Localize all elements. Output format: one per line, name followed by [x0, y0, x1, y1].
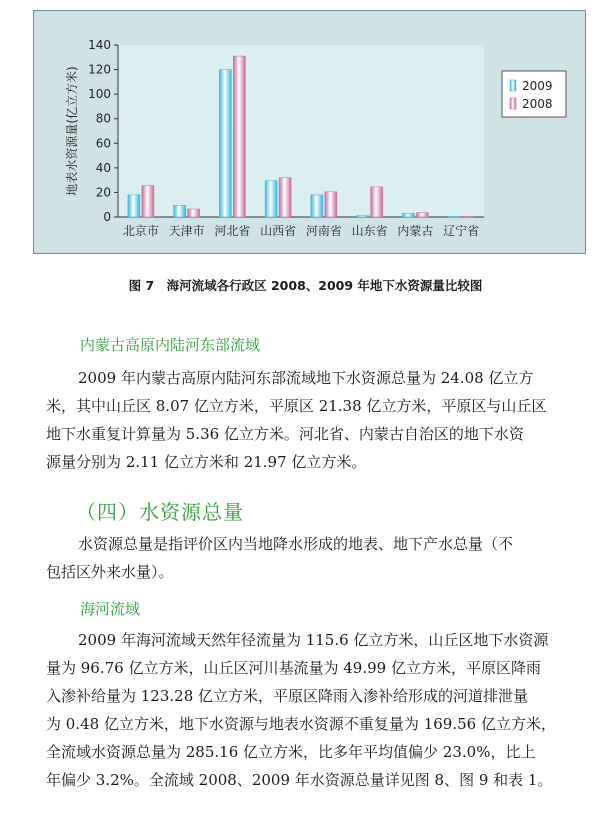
- y-tick-label: 80: [95, 111, 111, 126]
- paragraph-line: 水资源总量是指评价区内当地降水形成的地表、地下产水总量（不: [78, 535, 514, 553]
- y-tick-label: 0: [103, 210, 111, 224]
- bar-2009-山西省: [265, 181, 277, 217]
- subsection-heading-haihe: 海河流域: [80, 600, 141, 618]
- paragraph-line: 年偏少 3.2%。全流域 2008、2009 年水资源总量详见图 8、图 9 和表 1。: [46, 771, 553, 789]
- paragraph-line: 源量分别为 2.11 亿立方米和 21.97 亿立方米。: [46, 453, 367, 471]
- y-tick-label: 40: [95, 160, 111, 175]
- legend-swatch-2008: [510, 98, 516, 109]
- bar-2008-山西省: [279, 178, 291, 217]
- paragraph-inner-mongolia: [46, 364, 576, 476]
- bar-2009-山东省: [357, 216, 369, 217]
- bar-chart: [34, 11, 587, 255]
- bar-2008-河北省: [233, 56, 245, 217]
- x-tick-label: 辽宁省: [443, 224, 480, 238]
- bar-2009-河北省: [219, 70, 231, 217]
- paragraph-line: 入渗补给量为 123.28 亿立方米，平原区降雨入渗补给形成的河道排泄量: [46, 687, 529, 705]
- paragraph-line: 米，其中山丘区 8.07 亿立方米，平原区 21.38 亿立方米，平原区与山丘区: [46, 397, 547, 415]
- section-heading-total-water: （四）水资源总量: [76, 500, 244, 524]
- bar-2008-山东省: [371, 187, 383, 217]
- subsection-heading-inner-mongolia: 内蒙古高原内陆河东部流域: [80, 336, 261, 354]
- paragraph-total-water: [46, 530, 576, 586]
- x-tick-label: 内蒙古: [397, 224, 434, 238]
- bar-2009-天津市: [174, 205, 186, 217]
- paragraph-line: 地下水重复计算量为 5.36 亿立方米。河北省、内蒙古自治区的地下水资: [46, 425, 524, 443]
- paragraph-line: 2009 年海河流域天然年径流量为 115.6 亿立方米，山丘区地下水资源: [78, 631, 549, 649]
- bar-2008-北京市: [142, 186, 154, 217]
- plot-area: [118, 45, 484, 217]
- x-tick-label: 河北省: [214, 224, 251, 238]
- y-tick-label: 120: [88, 62, 111, 77]
- bar-2009-河南省: [311, 195, 323, 217]
- bar-2009-北京市: [128, 195, 140, 217]
- bar-2009-内蒙古: [402, 213, 414, 217]
- chart-panel: [33, 10, 586, 254]
- bar-2008-河南省: [325, 192, 337, 217]
- x-tick-label: 山东省: [351, 224, 388, 238]
- bar-2008-内蒙古: [416, 213, 428, 217]
- paragraph-line: 2009 年内蒙古高原内陆河东部流域地下水资源总量为 24.08 亿立方: [78, 369, 534, 387]
- x-tick-label: 河南省: [305, 224, 342, 238]
- y-tick-label: 140: [88, 38, 111, 52]
- bar-2009-辽宁省: [448, 216, 460, 217]
- x-tick-label: 山西省: [260, 224, 297, 238]
- legend-label-2008: 2008: [522, 97, 553, 111]
- bar-2008-辽宁省: [462, 216, 474, 217]
- paragraph-line: 量为 96.76 亿立方米，山丘区河川基流量为 49.99 亿立方米，平原区降雨: [46, 659, 541, 677]
- y-axis-label: 地表水资源量(亿立方米): [65, 66, 79, 196]
- paragraph-line: 全流域水资源总量为 285.16 亿立方米，比多年平均值偏少 23.0%，比上: [46, 743, 536, 761]
- paragraph-line: 为 0.48 亿立方米，地下水资源与地表水资源不重复量为 169.56 亿立方米，: [46, 715, 556, 733]
- bar-2008-天津市: [188, 209, 200, 217]
- y-tick-label: 100: [88, 87, 111, 102]
- legend-label-2009: 2009: [522, 79, 553, 93]
- y-tick-label: 60: [95, 136, 111, 151]
- y-tick-label: 20: [95, 185, 111, 200]
- x-tick-label: 北京市: [122, 224, 159, 238]
- paragraph-line: 包括区外来水量）。: [46, 563, 174, 581]
- legend-swatch-2009: [510, 80, 516, 91]
- figure-caption: 图 7 海河流域各行政区 2008、2009 年地下水资源量比较图: [128, 278, 483, 293]
- x-tick-label: 天津市: [168, 224, 205, 238]
- paragraph-haihe: [46, 626, 576, 794]
